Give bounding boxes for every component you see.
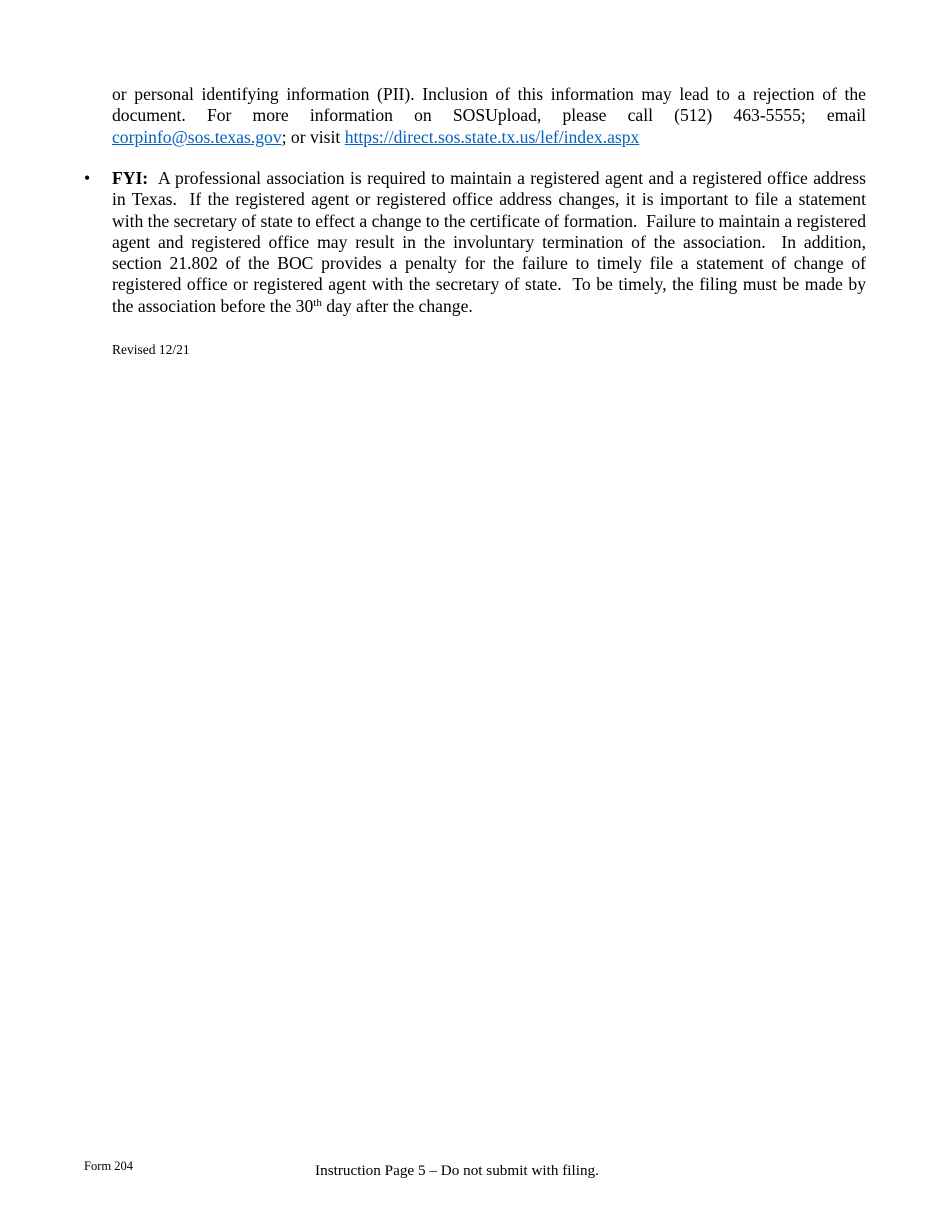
ordinal-suffix: th	[313, 296, 322, 309]
link-separator-text: ; or visit	[281, 126, 345, 147]
fyi-text-end: day after the change.	[321, 295, 473, 316]
sos-direct-url-link[interactable]: https://direct.sos.state.tx.us/lef/index.aspx	[344, 126, 640, 147]
bullet-icon: •	[84, 168, 91, 188]
sosupload-paragraph	[112, 84, 866, 148]
revision-date: Revised 12/21	[112, 342, 190, 357]
fyi-label: FYI:	[112, 168, 149, 188]
form-number: Form 204	[84, 1159, 133, 1173]
fyi-text: A professional association is required to maintain a registered agent and a registered office address in Texas. If the registered agent or registered office address changes, it is important to file a statement with the secretary of state to effect a change to the certificate of formation. Failure to maintain a registered agent and registered office may result in the involuntary termination of the association. In addition, section 21.802 of the BOC provides a penalty for the failure to timely file a statement of change of registered office or registered agent with the secretary of state. To be timely, the filing must be made by the association before the 30	[112, 168, 871, 316]
fyi-paragraph	[112, 168, 871, 317]
page-footer-label: Instruction Page 5 – Do not submit with filing.	[315, 1162, 599, 1179]
sosupload-text: or personal identifying information (PII). Inclusion of this information may lead to a rejection of the document. For more information on SOSUpload, please call (512) 463-5555; email	[112, 84, 866, 126]
email-link[interactable]: corpinfo@sos.texas.gov	[112, 126, 282, 147]
